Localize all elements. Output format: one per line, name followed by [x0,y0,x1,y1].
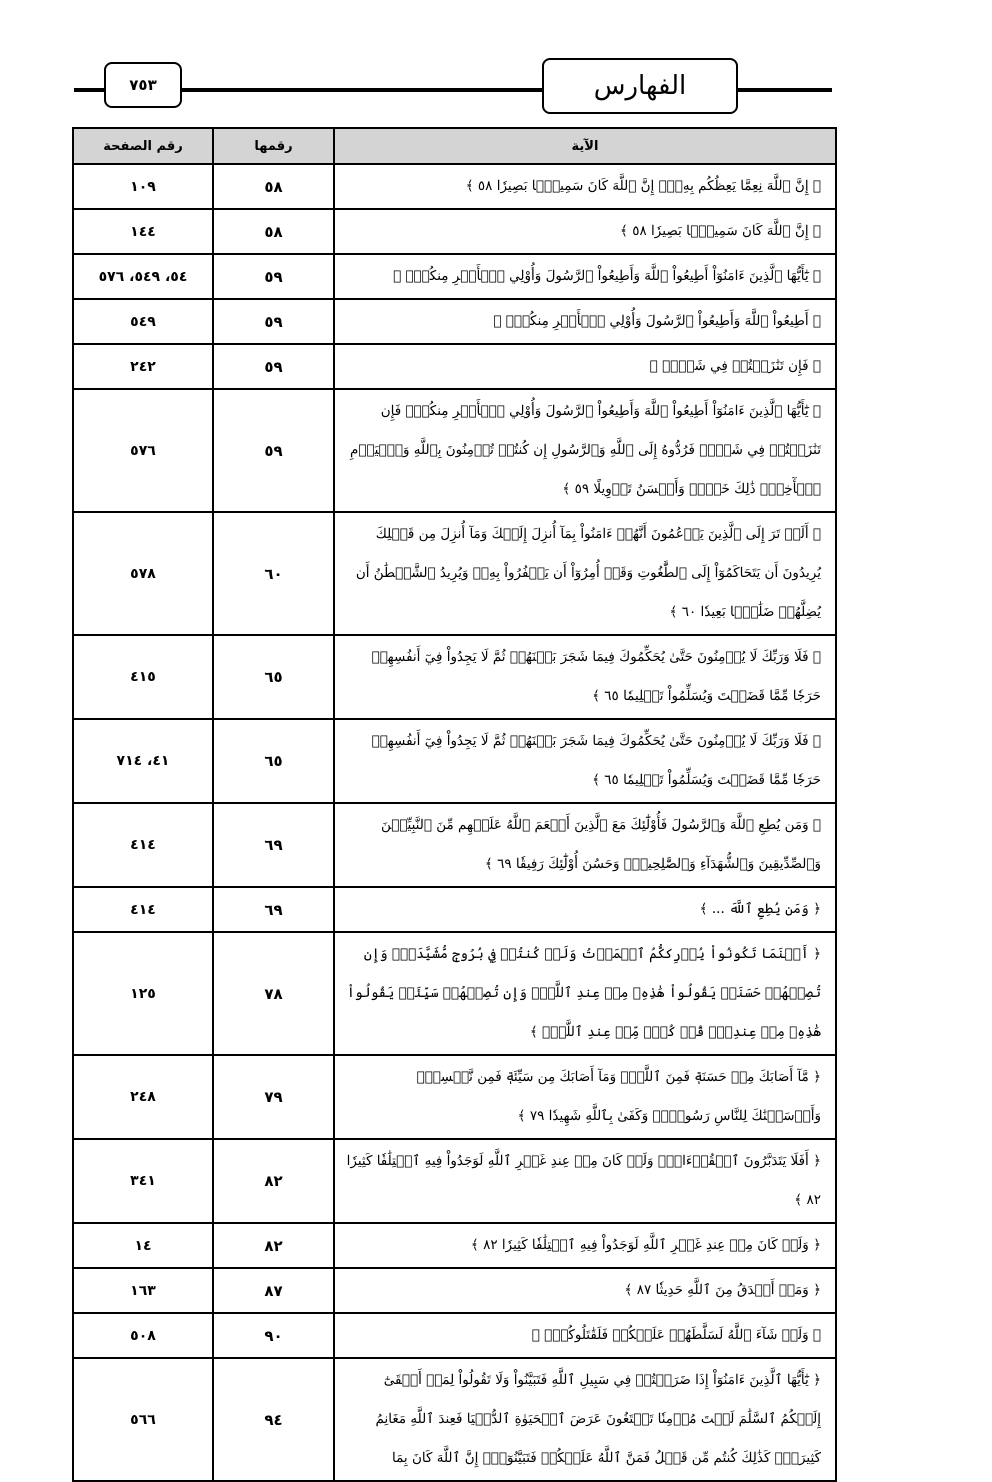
page-ref-cell: ١٦٣ [73,1268,213,1313]
ayah-cell: ﴿ فَلَا وَرَبِّكَ لَا يُؤۡمِنُونَ حَتَّىٰ يُحَكِّمُوكَ فِيمَا شَجَرَ بَيۡنَهُمۡ ثُمَّ لَا يَجِدُواْ فِيٓ أَنفُسِهِمۡ حَرَجٗا مِّمَّا قَضَيۡتَ وَيُسَلِّمُواْ تَسۡلِيمٗا ٦٥ ﴾ [334,719,836,803]
table-row [73,209,836,254]
table-row [73,635,836,719]
ayah-number-cell: ٨٢ [213,1223,334,1268]
ayah-index-table [72,127,837,1482]
ayah-number-cell: ٥٨ [213,209,334,254]
table-row [73,512,836,635]
page-ref-cell: ٣٤١ [73,1139,213,1223]
page-ref-cell: ٥٤، ٥٤٩، ٥٧٦ [73,254,213,299]
ayah-cell: ﴿ أَيۡنَمَا تَكُونُواْ يُدۡرِككُّمُ ٱلۡمَوۡتُ وَلَوۡ كُنتُمۡ فِي بُرُوجٖ مُّشَيَّدَةٖۗ وَإِن تُصِبۡهُمۡ حَسَنَةٞ يَقُولُواْ هَٰذِهِۦ مِنۡ عِندِ ٱللَّهِۖ وَإِن تُصِبۡهُمۡ سَيِّئَةٞ يَقُولُواْ هَٰذِهِۦ مِنۡ عِندِكَۚ قُلۡ كُلّٞ مِّنۡ عِندِ ٱللَّهِۖ ﴾ [334,932,836,1055]
ayah-cell: ﴿ وَلَوۡ شَآءَ ٱللَّهُ لَسَلَّطَهُمۡ عَلَيۡكُمۡ فَلَقَٰتَلُوكُمۡۚ ﴾ [334,1313,836,1358]
ayah-number-cell: ٩٠ [213,1313,334,1358]
page-ref-cell: ٥٦٦ [73,1358,213,1481]
ayah-number-cell: ٦٩ [213,803,334,887]
ayah-number-cell: ٥٩ [213,254,334,299]
table-row [73,887,836,932]
ayah-number-cell: ٥٩ [213,344,334,389]
section-title: الفهارس [593,71,687,101]
ayah-cell: ﴿ أَفَلَا يَتَدَبَّرُونَ ٱلۡقُرۡءَانَۚ وَلَوۡ كَانَ مِنۡ عِندِ غَيۡرِ ٱللَّهِ لَوَجَدُواْ فِيهِ ٱخۡتِلَٰفٗا كَثِيرٗا ٨٢ ﴾ [334,1139,836,1223]
table-row [73,164,836,209]
ayah-number-cell: ٦٥ [213,635,334,719]
ayah-number-cell: ٦٠ [213,512,334,635]
page-ref-cell: ٥٧٦ [73,389,213,512]
header-rule-middle [180,88,544,92]
ayah-number-cell: ٥٩ [213,299,334,344]
page-ref-cell: ١٤ [73,1223,213,1268]
ayah-number-cell: ٥٨ [213,164,334,209]
page-ref-cell: ٥٧٨ [73,512,213,635]
table-row [73,1268,836,1313]
table-row [73,932,836,1055]
ayah-cell: ﴿ فَإِن تَنَٰزَعۡتُمۡ فِي شَيۡءٖ ﴾ [334,344,836,389]
ayah-cell: ﴿ إِنَّ ٱللَّهَ كَانَ سَمِيعَۢا بَصِيرٗا ٥٨ ﴾ [334,209,836,254]
page-ref-cell: ٥٤٩ [73,299,213,344]
table-row [73,1358,836,1481]
page-ref-cell: ٤١٤ [73,887,213,932]
table-row [73,803,836,887]
page-ref-cell: ٤١، ٧١٤ [73,719,213,803]
ayah-cell: ﴿ فَلَا وَرَبِّكَ لَا يُؤۡمِنُونَ حَتَّىٰ يُحَكِّمُوكَ فِيمَا شَجَرَ بَيۡنَهُمۡ ثُمَّ لَا يَجِدُواْ فِيٓ أَنفُسِهِمۡ حَرَجٗا مِّمَّا قَضَيۡتَ وَيُسَلِّمُواْ تَسۡلِيمٗا ٦٥ ﴾ [334,635,836,719]
page-ref-cell: ٢٤٢ [73,344,213,389]
ayah-cell: ﴿ إِنَّ ٱللَّهَ نِعِمَّا يَعِظُكُم بِهِۦٓۗ إِنَّ ٱللَّهَ كَانَ سَمِيعَۢا بَصِيرٗا ٥٨ ﴾ [334,164,836,209]
page-number-box [104,62,182,108]
table-row [73,299,836,344]
page-ref-cell: ١٢٥ [73,932,213,1055]
table-row [73,1313,836,1358]
ayah-cell: ﴿ وَمَن يُطِعِ ٱللَّهَ ... ﴾ [334,887,836,932]
section-title-box [542,58,738,114]
header-rule-right [736,88,832,92]
ayah-cell: ﴿ وَمَنۡ أَصۡدَقُ مِنَ ٱللَّهِ حَدِيثٗا ٨٧ ﴾ [334,1268,836,1313]
ayah-number-cell: ٩٤ [213,1358,334,1481]
table-row [73,254,836,299]
page-ref-cell: ٤١٥ [73,635,213,719]
ayah-number-cell: ٥٩ [213,389,334,512]
ayah-cell: ﴿ أَطِيعُواْ ٱللَّهَ وَأَطِيعُواْ ٱلرَّسُولَ وَأُوْلِي ٱلۡأَمۡرِ مِنكُمۡۖ ﴾ [334,299,836,344]
page-ref-cell: ١٠٩ [73,164,213,209]
table-row [73,1139,836,1223]
ayah-number-cell: ٧٨ [213,932,334,1055]
page-ref-cell: ٤١٤ [73,803,213,887]
ayah-cell: ﴿ يَٰٓأَيُّهَا ٱلَّذِينَ ءَامَنُوٓاْ أَطِيعُواْ ٱللَّهَ وَأَطِيعُواْ ٱلرَّسُولَ وَأُوْلِي ٱلۡأَمۡرِ مِنكُمۡۖ ﴾ [334,254,836,299]
table-row [73,344,836,389]
column-header-page: رقم الصفحة [73,128,213,164]
table-row [73,1223,836,1268]
ayah-cell: ﴿ وَمَن يُطِعِ ٱللَّهَ وَٱلرَّسُولَ فَأُوْلَٰٓئِكَ مَعَ ٱلَّذِينَ أَنۡعَمَ ٱللَّهُ عَلَيۡهِم مِّنَ ٱلنَّبِيِّـۧنَ وَٱلصِّدِّيقِينَ وَٱلشُّهَدَآءِ وَٱلصَّٰلِحِينَۚ وَحَسُنَ أُوْلَٰٓئِكَ رَفِيقٗا ٦٩ ﴾ [334,803,836,887]
ayah-number-cell: ٨٧ [213,1268,334,1313]
page-ref-cell: ٢٤٨ [73,1055,213,1139]
table-row [73,389,836,512]
ayah-cell: ﴿ أَلَمۡ تَرَ إِلَى ٱلَّذِينَ يَزۡعُمُونَ أَنَّهُمۡ ءَامَنُواْ بِمَآ أُنزِلَ إِلَيۡكَ وَمَآ أُنزِلَ مِن قَبۡلِكَ يُرِيدُونَ أَن يَتَحَاكَمُوٓاْ إِلَى ٱلطَّٰغُوتِ وَقَدۡ أُمِرُوٓاْ أَن يَكۡفُرُواْ بِهِۦۖ وَيُرِيدُ ٱلشَّيۡطَٰنُ أَن يُضِلَّهُمۡ ضَلَٰلَۢا بَعِيدٗا ٦٠ ﴾ [334,512,836,635]
table-row [73,1055,836,1139]
header-rule-left [74,88,106,92]
table-row [73,719,836,803]
ayah-cell: ﴿ مَّآ أَصَابَكَ مِنۡ حَسَنَةٖ فَمِنَ ٱللَّهِۖ وَمَآ أَصَابَكَ مِن سَيِّئَةٖ فَمِن نَّفۡسِكَۚ وَأَرۡسَلۡنَٰكَ لِلنَّاسِ رَسُولٗاۚ وَكَفَىٰ بِٱللَّهِ شَهِيدٗا ٧٩ ﴾ [334,1055,836,1139]
ayah-number-cell: ٨٢ [213,1139,334,1223]
ayah-cell: ﴿ يَٰٓأَيُّهَا ٱلَّذِينَ ءَامَنُوٓاْ أَطِيعُواْ ٱللَّهَ وَأَطِيعُواْ ٱلرَّسُولَ وَأُوْلِي ٱلۡأَمۡرِ مِنكُمۡۖ فَإِن تَنَٰزَعۡتُمۡ فِي شَيۡءٖ فَرُدُّوهُ إِلَى ٱللَّهِ وَٱلرَّسُولِ إِن كُنتُمۡ تُؤۡمِنُونَ بِٱللَّهِ وَٱلۡيَوۡمِ ٱلۡأٓخِرِۚ ذَٰلِكَ خَيۡرٞ وَأَحۡسَنُ تَأۡوِيلًا ٥٩ ﴾ [334,389,836,512]
ayah-number-cell: ٦٩ [213,887,334,932]
page-number: ٧٥٣ [129,76,157,94]
column-header-number: رقمها [213,128,334,164]
column-header-ayah: الآية [334,128,836,164]
page-ref-cell: ١٤٤ [73,209,213,254]
ayah-cell: ﴿ وَلَوۡ كَانَ مِنۡ عِندِ غَيۡرِ ٱللَّهِ لَوَجَدُواْ فِيهِ ٱخۡتِلَٰفٗا كَثِيرٗا ٨٢ ﴾ [334,1223,836,1268]
ayah-cell: ﴿ يَٰٓأَيُّهَا ٱلَّذِينَ ءَامَنُوٓاْ إِذَا ضَرَبۡتُمۡ فِي سَبِيلِ ٱللَّهِ فَتَبَيَّنُواْ وَلَا تَقُولُواْ لِمَنۡ أَلۡقَىٰٓ إِلَيۡكُمُ ٱلسَّلَٰمَ لَسۡتَ مُؤۡمِنٗا تَبۡتَغُونَ عَرَضَ ٱلۡحَيَوٰةِ ٱلدُّنۡيَا فَعِندَ ٱللَّهِ مَغَانِمُ كَثِيرَةٞۚ كَذَٰلِكَ كُنتُم مِّن قَبۡلُ فَمَنَّ ٱللَّهُ عَلَيۡكُمۡ فَتَبَيَّنُوٓاْۚ إِنَّ ٱللَّهَ كَانَ بِمَا [334,1358,836,1481]
page-ref-cell: ٥٠٨ [73,1313,213,1358]
ayah-number-cell: ٧٩ [213,1055,334,1139]
table-header-row [73,128,836,164]
ayah-number-cell: ٦٥ [213,719,334,803]
